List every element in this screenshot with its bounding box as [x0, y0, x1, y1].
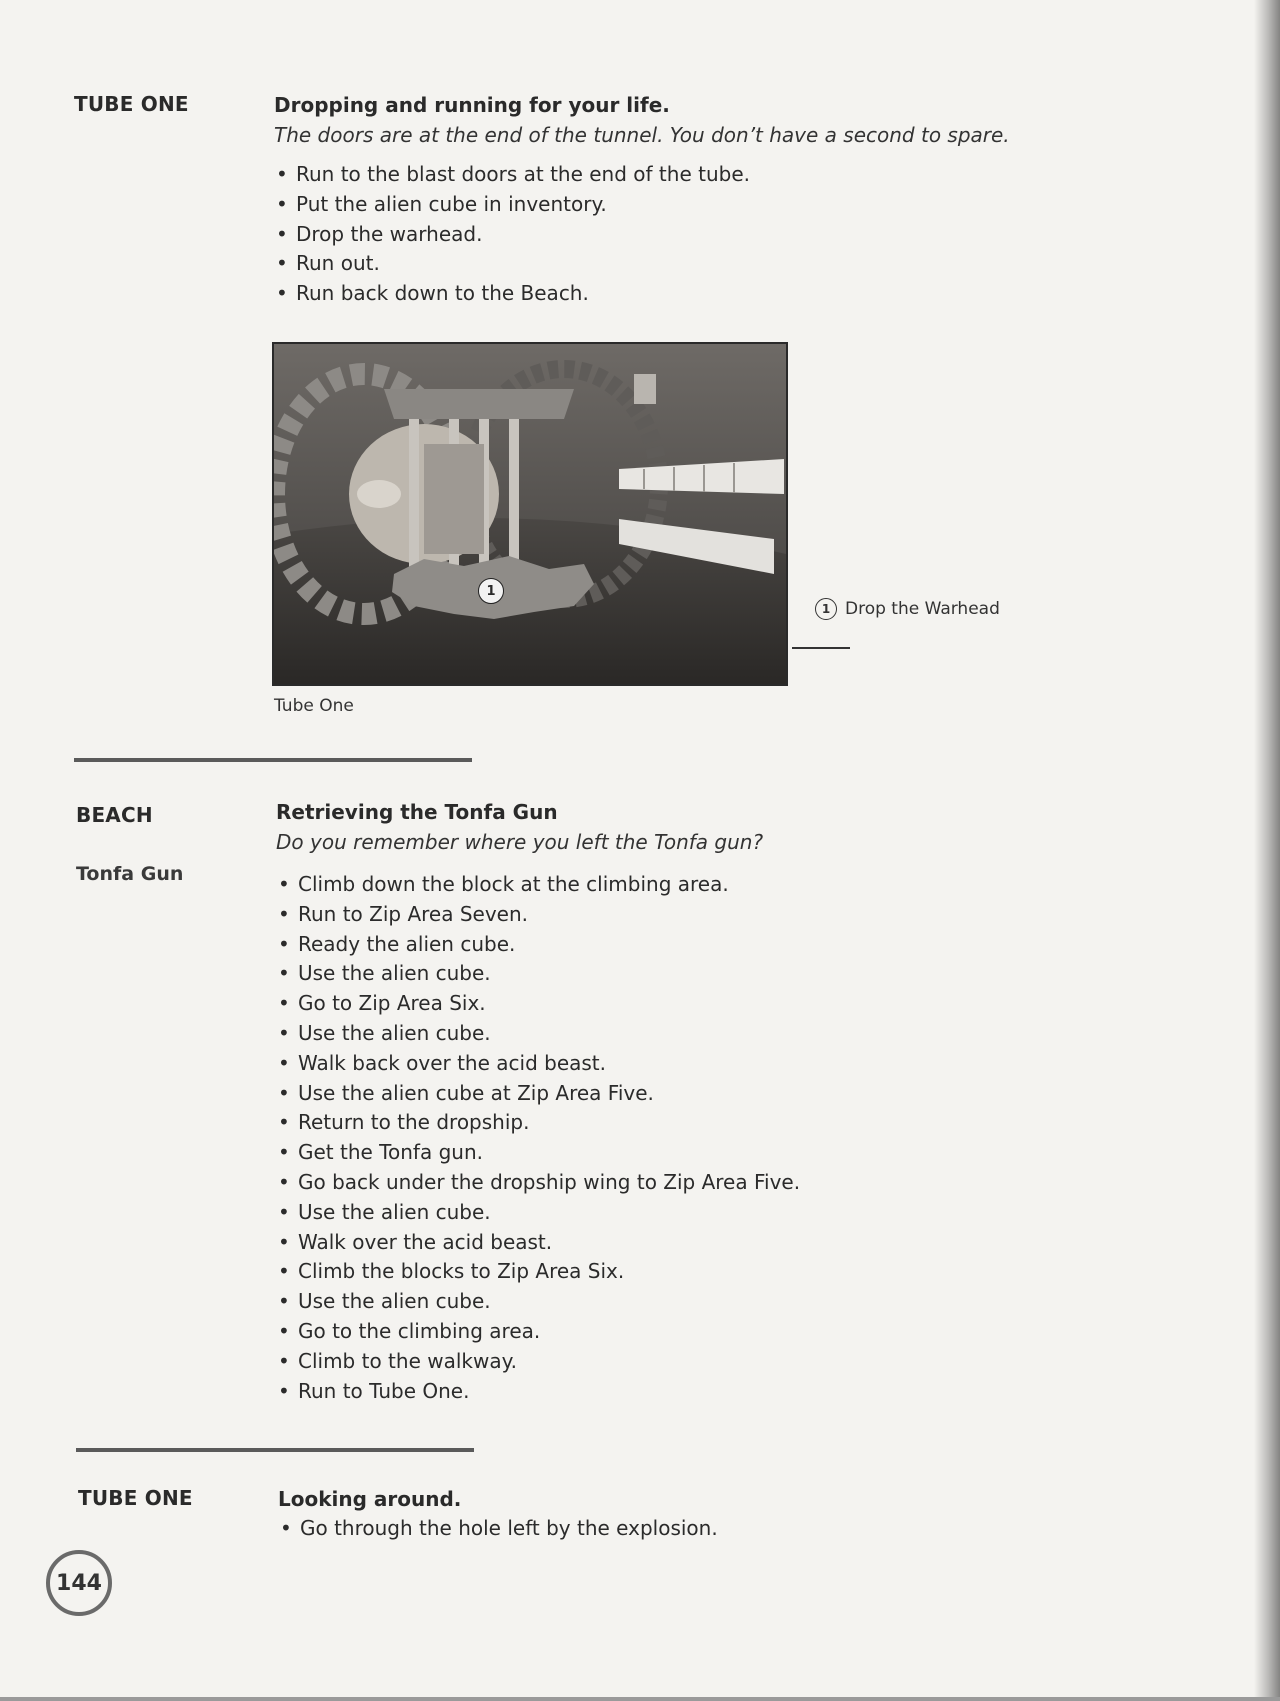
instruction-list	[276, 870, 1136, 1406]
section-sublabel-tonfa-gun: Tonfa Gun	[76, 863, 184, 885]
list-item: • Run to Tube One.	[276, 1377, 1136, 1407]
callout-label: Drop the Warhead	[845, 599, 1000, 619]
callout-leader-line	[792, 647, 850, 649]
list-item: • Drop the warhead.	[274, 220, 1154, 250]
game-scene-illustration	[274, 344, 786, 684]
list-item: • Go to Zip Area Six.	[276, 989, 1136, 1019]
section-label-tube-one: TUBE ONE	[74, 92, 189, 116]
list-item: • Use the alien cube.	[276, 959, 1136, 989]
list-item: • Climb to the walkway.	[276, 1347, 1136, 1377]
section-content-tube-one-2	[278, 1484, 1138, 1544]
section-heading: Retrieving the Tonfa Gun	[276, 800, 558, 824]
list-item: • Go to the climbing area.	[276, 1317, 1136, 1347]
list-item: • Use the alien cube.	[276, 1019, 1136, 1049]
list-item: • Use the alien cube at Zip Area Five.	[276, 1079, 1136, 1109]
section-intro: Do you remember where you left the Tonfa gun?	[276, 830, 764, 854]
instruction-list	[278, 1514, 1138, 1544]
list-item: • Climb the blocks to Zip Area Six.	[276, 1257, 1136, 1287]
section-heading: Dropping and running for your life.	[274, 93, 670, 117]
list-item: • Climb down the block at the climbing area.	[276, 870, 1136, 900]
list-item: • Run to the blast doors at the end of the tube.	[274, 160, 1154, 190]
list-item: • Use the alien cube.	[276, 1287, 1136, 1317]
list-item: • Get the Tonfa gun.	[276, 1138, 1136, 1168]
list-item: • Ready the alien cube.	[276, 930, 1136, 960]
page-bottom-edge	[0, 1697, 1280, 1701]
list-item: • Put the alien cube in inventory.	[274, 190, 1154, 220]
section-heading: Looking around.	[278, 1487, 462, 1511]
tube-one-screenshot	[272, 342, 788, 686]
section-content-tube-one	[274, 90, 1154, 309]
section-divider	[74, 758, 472, 762]
section-intro: The doors are at the end of the tunnel. You don’t have a second to spare.	[274, 123, 1010, 147]
section-divider	[76, 1448, 474, 1452]
list-item: • Run to Zip Area Seven.	[276, 900, 1136, 930]
list-item: • Go back under the dropship wing to Zip Area Five.	[276, 1168, 1136, 1198]
section-content-beach	[276, 797, 1136, 1406]
figure-caption: Tube One	[274, 696, 354, 716]
list-item: • Walk over the acid beast.	[276, 1228, 1136, 1258]
page-number-badge: 144	[46, 1550, 112, 1616]
callout-drop-the-warhead	[815, 598, 1000, 620]
callout-number: 1	[815, 598, 837, 620]
list-item: • Use the alien cube.	[276, 1198, 1136, 1228]
list-item: • Go through the hole left by the explosion.	[278, 1514, 1138, 1544]
list-item: • Run out.	[274, 249, 1154, 279]
list-item: • Walk back over the acid beast.	[276, 1049, 1136, 1079]
page-edge-shadow	[1254, 0, 1280, 1701]
map-marker-1: 1	[478, 578, 504, 604]
instruction-list	[274, 160, 1154, 309]
list-item: • Return to the dropship.	[276, 1108, 1136, 1138]
section-label-beach: BEACH	[76, 803, 153, 827]
section-label-tube-one-2: TUBE ONE	[78, 1486, 193, 1510]
list-item: • Run back down to the Beach.	[274, 279, 1154, 309]
